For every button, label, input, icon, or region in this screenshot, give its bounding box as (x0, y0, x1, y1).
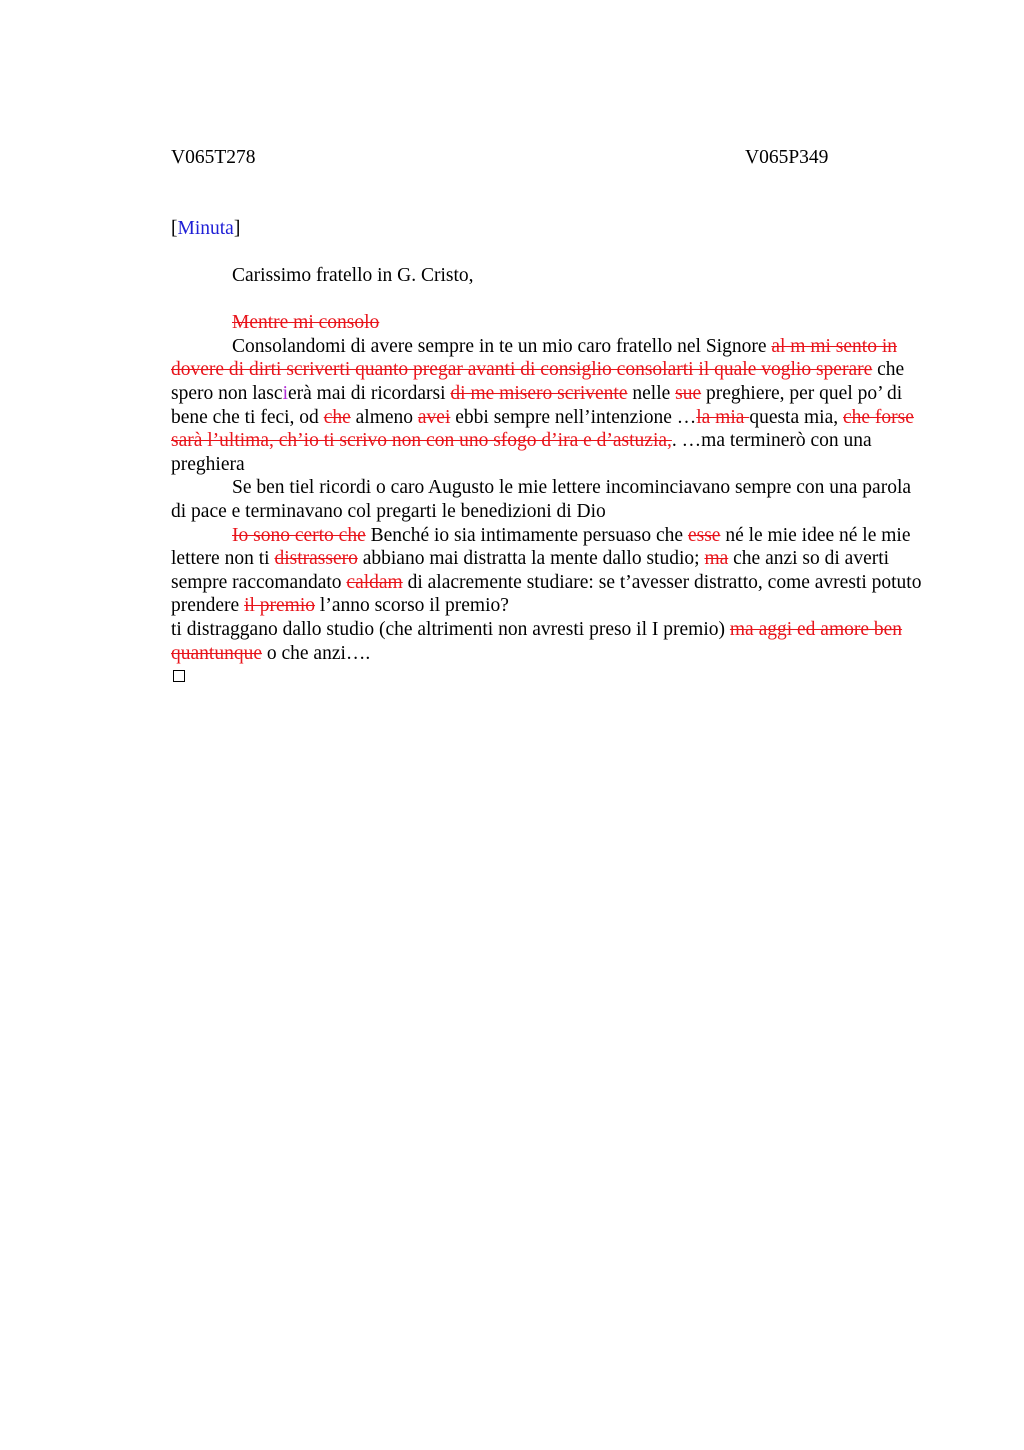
paragraph-text: né le mie idee né le mie lettere non ti (171, 524, 911, 570)
deleted-text: sue (675, 382, 702, 404)
paragraph-1 (171, 311, 923, 335)
deleted-text: il premio (244, 595, 316, 617)
document-id-left: V065T278 (171, 147, 256, 168)
paragraph-2 (171, 335, 923, 477)
paragraph-text: che spero non lasc (171, 359, 905, 404)
end-square-icon (173, 670, 185, 682)
inserted-letter: i (282, 382, 288, 404)
salutation: Carissimo fratello in G. Cristo, (232, 265, 474, 286)
document-header (171, 146, 871, 172)
deleted-text: Mentre mi consolo (232, 312, 380, 334)
paragraph-4 (171, 524, 923, 618)
label-close-bracket: ] (233, 218, 241, 239)
paragraph-text: almeno (350, 406, 418, 428)
paragraph-3: Se ben tiel ricordi o caro Augusto le mie lettere incominciavano sempre con una parola di pace e terminavano col pregarti le benedizioni di Dio (171, 477, 912, 522)
paragraph-text: Consolandomi di avere sempre in te un mio caro fratello nel Signore (232, 335, 772, 357)
paragraph-text: preghiere, per quel po’ di bene che ti feci, od (171, 382, 903, 428)
paragraph-text: erà mai di ricordarsi (287, 382, 451, 404)
paragraph-5 (171, 618, 923, 665)
deleted-text: ma (704, 548, 729, 570)
deleted-text: esse (687, 524, 721, 546)
deleted-text: Io sono certo che (232, 524, 366, 546)
deleted-text: che forse sarà l’ultima, ch’io ti scrivo non con uno sfogo d’ira e d’astuzia, (171, 406, 914, 452)
end-marker-line (171, 665, 923, 689)
paragraph-text: ebbi sempre nell’intenzione … (450, 406, 697, 428)
deleted-text: caldam (346, 571, 403, 593)
deleted-text: al m mi sento in dovere di dirti scriverti quanto pregar avanti di consiglio consolarti il quale voglio sperare (171, 335, 898, 381)
paragraph-text: o che anzi…. (261, 642, 371, 664)
deleted-text: avei (417, 406, 451, 428)
paragraph-text: . …ma terminerò con una preghiera (171, 430, 872, 475)
deleted-text: che (323, 406, 351, 428)
letter-body (171, 264, 923, 689)
paragraph-text: nelle (627, 382, 676, 404)
minuta-link[interactable]: Minuta (177, 218, 234, 239)
deleted-text: di me misero scrivente (450, 382, 628, 404)
document-id-right: V065P349 (745, 147, 829, 168)
blank-line (171, 288, 923, 312)
paragraph-text: abbiano mai distratta la mente dallo studio; (357, 548, 705, 570)
label-open-bracket: [ (171, 218, 178, 239)
deleted-text: distrassero (274, 548, 358, 570)
deleted-text: la mia (696, 406, 750, 428)
paragraph-text: ti distraggano dallo studio (che altrimenti non avresti preso il I premio) (171, 618, 730, 640)
minuta-label (171, 217, 240, 241)
paragraph-text: che anzi so di averti sempre raccomandato (171, 548, 890, 593)
deleted-text: ma aggi ed amore ben quantunque (171, 618, 903, 664)
paragraph-text: Benché io sia intimamente persuaso che (365, 524, 688, 546)
paragraph-text: l’anno scorso il premio? (315, 595, 509, 617)
paragraph-text: questa mia, (749, 406, 843, 428)
paragraph-text: di alacremente studiare: se t’avesser distratto, come avresti potuto prendere (171, 571, 922, 617)
